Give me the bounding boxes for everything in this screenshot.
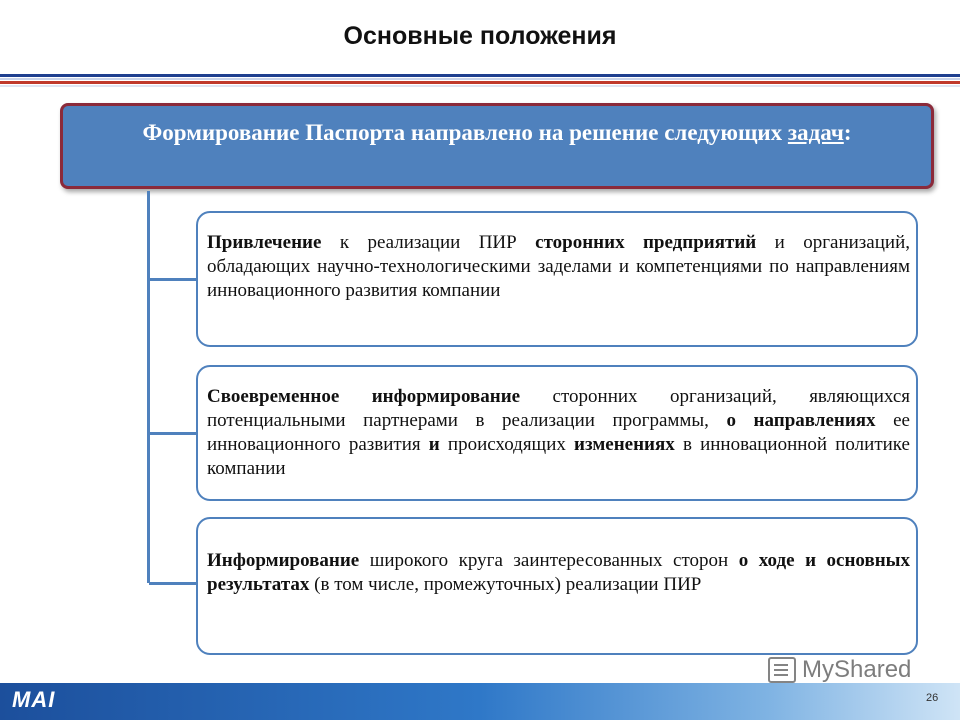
task-box-3 [196,517,918,655]
footer-bar [0,683,960,720]
connector-vertical [147,191,150,583]
title-stripe-navy [0,74,960,77]
task-box-2 [196,365,918,501]
task-text-bold: Своевременное информирование [207,386,521,407]
task-text: в инновационной политике компании [207,434,910,479]
watermark [768,656,911,684]
mai-logo: MAI [12,687,56,712]
watermark-text: MyShared [802,656,912,683]
task-text-bold: о направлениях [726,410,876,431]
connector-branch-3 [149,582,196,585]
task-text: ее инновационного развития [207,410,910,455]
header-box [60,103,934,189]
task-text: и организаций, обладающих научно-технологическими заделами и компетенциями по направлениям инновационного развития компании [207,232,910,301]
task-text-bold: изменениях [574,434,675,455]
page-number: 26 [926,692,939,704]
connector-branch-1 [149,278,196,281]
task-text-bold: о ходе и основных результатах [207,550,910,595]
task-text-bold: и [428,434,440,455]
task-text-bold: Информирование [207,550,360,571]
task-text-bold: Привлечение [207,232,322,253]
task-box-1 [196,211,918,347]
task-text-bold: сторонних предприятий [535,232,757,253]
task-text: сторонних организаций, являющихся потенциальными партнерами в реализации программы, [207,386,910,431]
title-stripe-light [0,78,960,80]
task-text: происходящих [439,434,575,455]
task-text: широкого круга заинтересованных сторон [359,550,739,571]
title-stripe-red [0,81,960,84]
task-text: (в том числе, промежуточных) реализации ПИР [309,574,702,595]
presentation-icon [768,657,796,683]
slide-title: Основные положения [343,22,617,50]
title-stripe-pale [0,85,960,87]
connector-branch-2 [149,432,196,435]
header-colon: : [843,120,852,145]
header-text: Формирование Паспорта направлено на решение следующих [142,120,788,145]
task-text: к реализации ПИР [321,232,536,253]
header-underlined-word: задач [787,120,844,145]
